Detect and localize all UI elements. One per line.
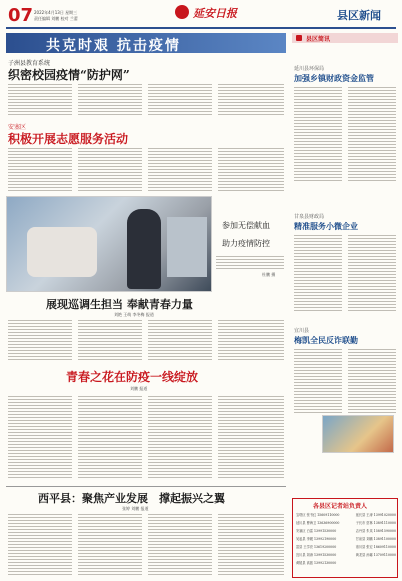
article-byline: 刘鹏 报道 — [130, 386, 148, 391]
news-photo — [6, 196, 212, 292]
contacts-box — [292, 498, 398, 578]
caption-body — [216, 256, 284, 270]
article-kicker: 安塞区 — [8, 124, 27, 131]
article-body — [78, 396, 142, 480]
sidebar-item — [292, 327, 398, 447]
article-body — [8, 396, 72, 480]
article-body — [148, 514, 212, 576]
article-body — [218, 514, 284, 576]
logo-text: 延安日报 — [193, 7, 237, 20]
sidebar-item-kicker: 延川县环保局 — [294, 66, 325, 72]
contact-row: 吴起县 李媛 13992190000 甘泉县 刘鹏 13891100000 — [296, 537, 396, 541]
photo-person — [27, 227, 97, 277]
photo-caption-box — [216, 210, 286, 280]
article-byline: 张婷 刘鹏 报道 — [122, 506, 149, 511]
banner-title: 共克时艰 抗击疫情 — [46, 38, 181, 54]
sidebar-header-title: 县区简讯 — [306, 36, 331, 43]
sidebar-header-icon — [296, 35, 302, 41]
article-rule — [6, 486, 286, 487]
article-body — [78, 148, 142, 192]
sidebar-item-headline: 加强乡镇财政资金监管 — [294, 73, 374, 83]
sidebar-item-body — [294, 87, 342, 183]
article-1 — [6, 58, 286, 118]
sidebar-item-kicker: 甘泉县财政局 — [294, 214, 325, 220]
article-byline: 刘艳 王萌 李冬梅 报道 — [114, 312, 154, 317]
article-body — [218, 320, 284, 362]
article-body — [148, 148, 212, 192]
contacts-list — [296, 511, 396, 567]
contact-row: 宝塔区 张书红 15609110000 延长县 王涛 13991020000 — [296, 513, 396, 517]
caption-line-1: 参加无偿献血 — [222, 221, 270, 230]
article-headline: 织密校园疫情“防护网” — [8, 68, 130, 82]
article-headline: 积极开展志愿服务活动 — [8, 132, 129, 146]
section-title: 县区新闻 — [337, 9, 381, 22]
sidebar-item-body — [348, 349, 396, 413]
article-headline: 展现巡调生担当 奉献青春力量 — [46, 298, 193, 311]
sidebar-item-body — [348, 235, 396, 311]
article-body — [8, 320, 72, 362]
sidebar-item-headline: 精准服务小微企业 — [294, 221, 358, 231]
article-body — [148, 396, 212, 480]
contact-row: 延川县 曹海卫 13636900000 子长市 贺林 13891110000 — [296, 521, 396, 525]
article-body — [148, 84, 212, 116]
article-4 — [6, 368, 286, 480]
article-3 — [6, 296, 286, 362]
article-body — [218, 148, 284, 192]
sidebar-item-kicker: 宜川县 — [294, 328, 310, 334]
contact-row: 安塞区 白雷 13991530000 志丹县 朱岚 15891590000 — [296, 529, 396, 533]
article-kicker: 子洲县教育系统 — [8, 60, 51, 67]
sidebar-item-body — [348, 87, 396, 183]
sidebar-item — [292, 213, 398, 313]
sidebar-item-body — [294, 349, 342, 413]
editor-line: 责任编辑 刘鹏 校对 兰蕾 — [34, 16, 78, 21]
contact-row: 黄陵县 高振 13992130000 — [296, 561, 337, 565]
sidebar-item-body — [294, 235, 342, 311]
photo-person — [127, 209, 161, 289]
sidebar — [292, 33, 398, 493]
topic-banner — [6, 33, 286, 53]
article-body — [8, 514, 72, 576]
caption-byline: 杜鹏 摄 — [262, 272, 276, 277]
page-number: 07 — [8, 5, 34, 26]
sidebar-header-bar — [292, 33, 398, 43]
article-headline: 西平县：聚焦产业发展 撑起振兴之翼 — [38, 492, 225, 505]
date-line: 2022年4月13日 星期三 — [34, 10, 78, 15]
logo-mark-icon — [175, 5, 189, 19]
article-body — [218, 396, 284, 480]
masthead-rule — [6, 27, 396, 29]
sidebar-item-headline: 梅凯全民反诈联勤 — [294, 335, 358, 345]
sidebar-item — [292, 65, 398, 185]
caption-line-2: 助力疫情防控 — [222, 239, 270, 248]
article-body — [8, 84, 72, 116]
article-body — [148, 320, 212, 362]
article-body — [78, 320, 142, 362]
contacts-title: 各县区记者站负责人 — [313, 503, 368, 510]
article-body — [8, 148, 72, 192]
article-body — [218, 84, 284, 116]
contact-row: 富县 王学亮 13619200000 洛川县 张宏 18609110000 — [296, 545, 396, 549]
article-headline: 青春之花在防疫一线绽放 — [66, 370, 199, 384]
sidebar-photo — [322, 415, 394, 453]
logo — [175, 5, 241, 21]
article-2 — [6, 122, 286, 192]
article-body — [78, 84, 142, 116]
contact-row: 宜川县 刘涛 13991530000 黄龙县 孙娜 13709110000 — [296, 553, 396, 557]
article-5 — [6, 486, 286, 578]
article-body — [78, 514, 142, 576]
masthead — [0, 0, 402, 33]
photo-equipment — [167, 217, 207, 277]
